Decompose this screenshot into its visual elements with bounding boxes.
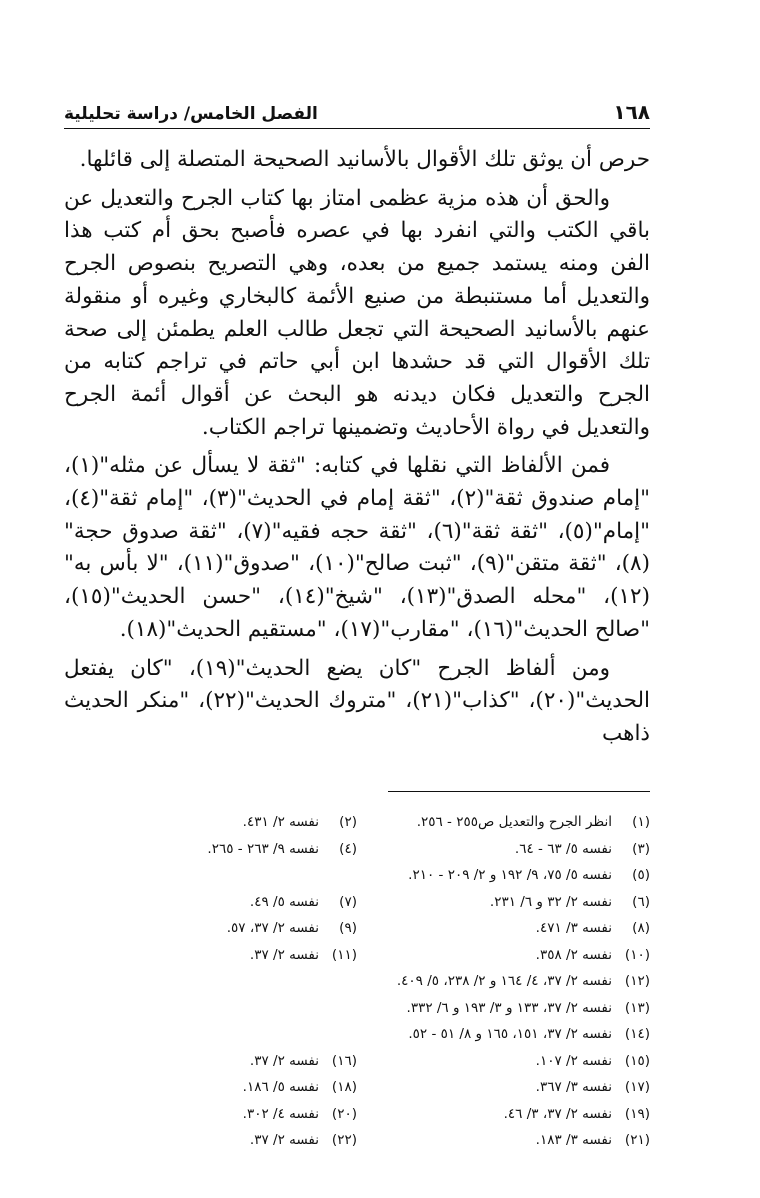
footnote: (٢٢)نفسه ٢/ ٣٧. — [249, 1132, 357, 1149]
footnote-row — [64, 1127, 650, 1154]
footnote: (٢)نفسه ٢/ ٤٣١. — [242, 814, 357, 831]
footnote-row — [64, 915, 650, 942]
footnote: (٦)نفسه ٢/ ٣٢ و ٦/ ٢٣١. — [489, 893, 650, 910]
footnote: (١٩)نفسه ٢/ ٣٧، ٣/ ٤٦. — [503, 1105, 650, 1122]
footnotes — [64, 809, 650, 1154]
footnote: (١٤)نفسه ٢/ ٣٧، ١٥١، ١٦٥ و ٨/ ٥١ - ٥٢. — [408, 1026, 650, 1043]
footnote-row — [64, 1021, 650, 1048]
paragraph: والحق أن هذه مزية عظمى امتاز بها كتاب الجرح والتعديل عن باقي الكتب والتي انفرد بها في عصره فأصبح بحق أم كتب هذا الفن ومنه يستمد جميع من بعده، وهي التصريح بنصوص الجرح والتعديل أما مستنبطة من صنيع الأئمة كالبخاري وغيره أو منقولة عنهم بالأسانيد الصحيحة التي تجعل طالب العلم يطمئن إلى صحة تلك الأقوال التي قد حشدها ابن أبي حاتم في تراجم كتابه من الجرح والتعديل فكان ديدنه هو البحث عن أقوال أئمة الجرح والتعديل في رواة الأحاديث وتضمينها تراجم الكتاب. — [64, 185, 650, 440]
footnote-row — [64, 968, 650, 995]
page-number: ١٦٨ — [613, 100, 650, 124]
footnote-row — [64, 809, 650, 836]
body-text — [64, 144, 650, 751]
footnote-row — [64, 836, 650, 863]
footnote: (٧)نفسه ٥/ ٤٩. — [249, 893, 357, 910]
footnote: (٤)نفسه ٩/ ٢٦٣ - ٢٦٥. — [207, 840, 357, 857]
footnote: (١)انظر الجرح والتعديل ص٢٥٥ - ٢٥٦. — [416, 814, 650, 831]
footnote: (١٧)نفسه ٣/ ٣٦٧. — [535, 1079, 650, 1096]
footnote: (١١)نفسه ٢/ ٣٧. — [249, 946, 357, 963]
footnote: (٨)نفسه ٣/ ٤٧١. — [535, 920, 650, 937]
footnote: (١٢)نفسه ٢/ ٣٧، ٤/ ١٦٤ و ٢/ ٢٣٨، ٥/ ٤٠٩. — [396, 973, 650, 990]
chapter-title: الفصل الخامس/ دراسة تحليلية — [64, 104, 318, 124]
footnote-row — [64, 1101, 650, 1128]
header-rule — [64, 128, 650, 129]
footnote-separator — [388, 791, 650, 792]
footnote: (٢١)نفسه ٣/ ١٨٣. — [535, 1132, 650, 1149]
paragraph: فمن الألفاظ التي نقلها في كتابه: "ثقة لا يسأل عن مثله"(١)، "إمام صندوق ثقة"(٢)، "ثقة إمام في الحديث"(٣)، "إمام ثقة"(٤)، "إمام"(٥)، "ثقة ثقة"(٦)، "ثقة حجه فقيه"(٧)، "ثقة صدوق حجة"(٨)، "ثقة متقن"(٩)، "ثبت صالح"(١٠)، "صدوق"(١١)، "لا بأس به"(١٢)، "محله الصدق"(١٣)، "شيخ"(١٤)، "حسن الحديث"(١٥)، "صالح الحديث"(١٦)، "مقارب"(١٧)، "مستقيم الحديث"(١٨). — [64, 453, 651, 642]
footnote-row — [64, 995, 650, 1022]
footnote-row — [64, 889, 650, 916]
paragraph: ومن ألفاظ الجرح "كان يضع الحديث"(١٩)، "كان يفتعل الحديث"(٢٠)، "كذاب"(٢١)، "متروك الحديث"(٢٢)، "منكر الحديث ذاهب — [64, 655, 650, 746]
footnote: (٩)نفسه ٢/ ٣٧، ٥٧. — [226, 920, 357, 937]
footnote-row — [64, 862, 650, 889]
footnote: (١٦)نفسه ٢/ ٣٧. — [249, 1052, 357, 1069]
footnote: (٥)نفسه ٥/ ٧٥، ٩/ ١٩٢ و ٢/ ٢٠٩ - ٢١٠. — [408, 867, 650, 884]
footnote-row — [64, 1074, 650, 1101]
footnote: (١٥)نفسه ٢/ ١٠٧. — [535, 1052, 650, 1069]
book-page — [64, 84, 650, 1184]
running-head — [64, 84, 650, 124]
footnote-row — [64, 942, 650, 969]
footnote-row — [64, 1048, 650, 1075]
footnote: (٢٠)نفسه ٤/ ٣٠٢. — [242, 1105, 357, 1122]
footnote: (١٠)نفسه ٢/ ٣٥٨. — [535, 946, 650, 963]
footnote: (٣)نفسه ٥/ ٦٣ - ٦٤. — [514, 840, 650, 857]
paragraph: حرص أن يوثق تلك الأقوال بالأسانيد الصحيحة المتصلة إلى قائلها. — [79, 147, 650, 172]
footnote: (١٣)نفسه ٢/ ٣٧، ١٣٣ و ٣/ ١٩٣ و ٦/ ٣٣٢. — [406, 999, 650, 1016]
footnote: (١٨)نفسه ٥/ ١٨٦. — [242, 1079, 357, 1096]
